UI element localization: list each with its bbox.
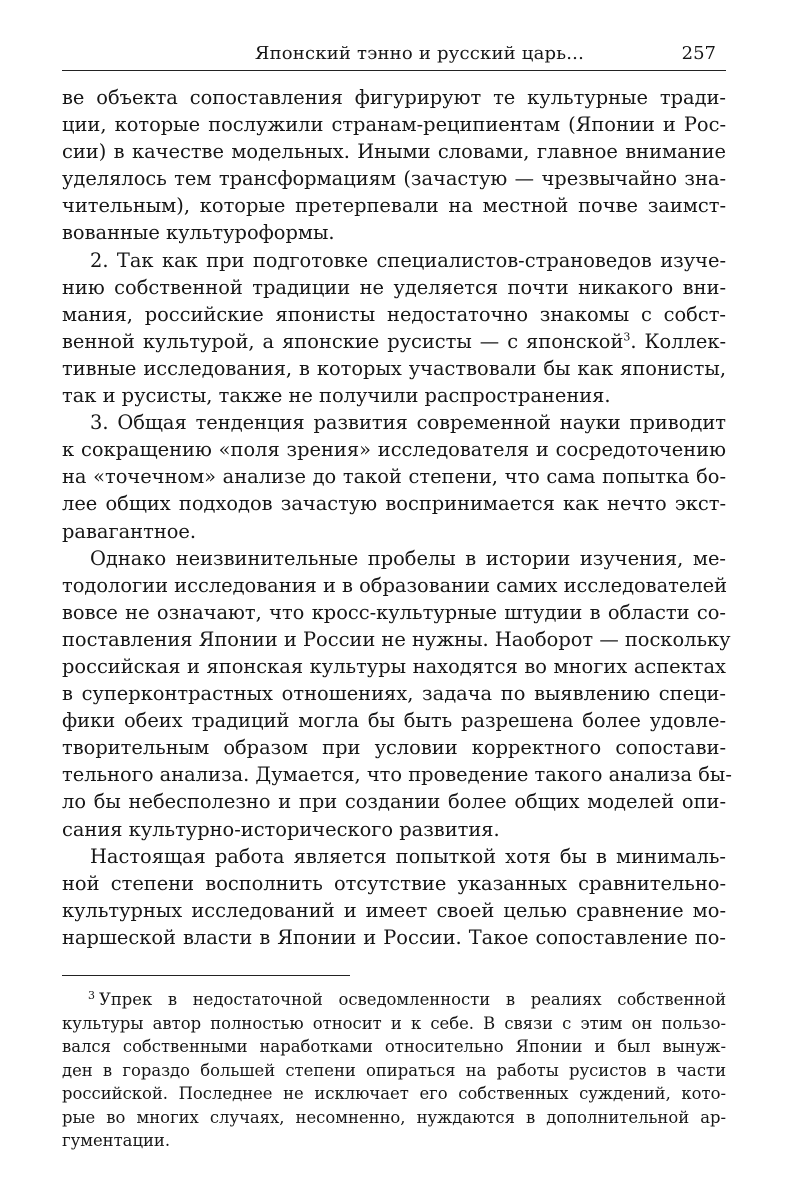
text-line: ве объекта сопоставления фигурируют те культурные тради- [62, 86, 726, 109]
text-line: поставления Японии и России не нужны. Наоборот — поскольку [62, 627, 731, 651]
text-line: тивные исследования, в которых участвовали бы как японисты, [62, 356, 726, 380]
main-text [62, 84, 732, 951]
text-line: вованные культуроформы. [62, 221, 335, 245]
text-line: так и русисты, также не получили распространения. [62, 384, 611, 408]
footnote-line [62, 988, 726, 1012]
running-title: Японский тэнно и русский царь... [254, 43, 584, 64]
text-line: Настоящая работа является попыткой хотя бы в минималь- [90, 844, 726, 868]
text-line: в суперконтрастных отношениях, задача по выявлению специ- [62, 682, 726, 706]
text-segment: Упрек в недостаточной осведомленности в реалиях собственной [99, 990, 726, 1009]
text-line: уделялось тем трансформациям (зачастую — чрезвычайно зна- [62, 167, 726, 191]
text-line: сания культурно-исторического развития. [62, 817, 500, 841]
text-line: российская и японская культуры находятся во многих аспектах [62, 654, 726, 678]
text-line: культурных исследований и имеет своей целью сравнение мо- [62, 898, 726, 922]
text-line: 3. Общая тенденция развития современной науки приводит [90, 411, 726, 435]
footnote-line: вался собственными наработками относительно Японии и был вынуж- [62, 1037, 726, 1056]
text-segment: венной культурой, а японские русисты — с японской [62, 329, 624, 353]
footnote-line: гументации. [62, 1131, 171, 1150]
text-line-with-reference [62, 328, 726, 355]
text-line: к сокращению «поля зрения» исследователя и сосредоточению [62, 438, 726, 462]
text-line: фики обеих традиций могла бы быть разрешена более удовле- [62, 709, 726, 733]
text-line: наршеской власти в Японии и России. Такое сопоставление по- [62, 925, 726, 949]
text-line: сии) в качестве модельных. Иными словами, главное внимание [62, 140, 726, 164]
text-line: нию собственной традиции не уделяется почти никакого вни- [62, 275, 726, 299]
text-segment: . Коллек- [630, 329, 726, 353]
text-line: равагантное. [62, 519, 197, 543]
footnote-line: ден в гораздо большей степени опираться на работы русистов в части [62, 1060, 726, 1080]
footnote [62, 988, 726, 1153]
text-line: ло бы небесполезно и при создании более общих моделей опи- [62, 790, 726, 814]
text-line: ции, которые послужили странам-реципиентам (Японии и Рос- [62, 113, 726, 137]
footnote-line: культуры автор полностью относит и к себе. В связи с этим он пользо- [62, 1013, 726, 1033]
text-line: тельного анализа. Думается, что проведение такого анализа бы- [62, 763, 732, 787]
footnote-mark: 3 [88, 988, 95, 1002]
text-line: вовсе не означают, что кросс-культурные штудии в области со- [62, 600, 726, 624]
footnote-divider [62, 975, 350, 976]
text-line: ной степени восполнить отсутствие указанных сравнительно- [62, 871, 726, 895]
text-line: тодологии исследования и в образовании самих исследователей [62, 573, 728, 597]
footnote-reference[interactable]: 3 [623, 330, 631, 344]
text-line: творительным образом при условии корректного сопостави- [62, 736, 726, 760]
text-line: 2. Так как при подготовке специалистов-страноведов изуче- [90, 248, 726, 272]
running-header [62, 40, 726, 71]
text-line: на «точечном» анализе до такой степени, что сама попытка бо- [62, 465, 726, 489]
text-line: лее общих подходов зачастую воспринимается как нечто экст- [62, 492, 726, 516]
text-line: чительным), которые претерпевали на местной почве заимст- [62, 194, 726, 218]
footnote-line: рые во многих случаях, несомненно, нуждаются в дополнительной ар- [62, 1107, 726, 1127]
text-line: Однако неизвинительные пробелы в истории изучения, ме- [90, 546, 726, 570]
footnote-line: российской. Последнее не исключает его собственных суждений, кото- [62, 1084, 726, 1103]
page-number: 257 [681, 43, 716, 64]
text-line: мания, российские японисты недостаточно знакомы с собст- [62, 302, 726, 326]
